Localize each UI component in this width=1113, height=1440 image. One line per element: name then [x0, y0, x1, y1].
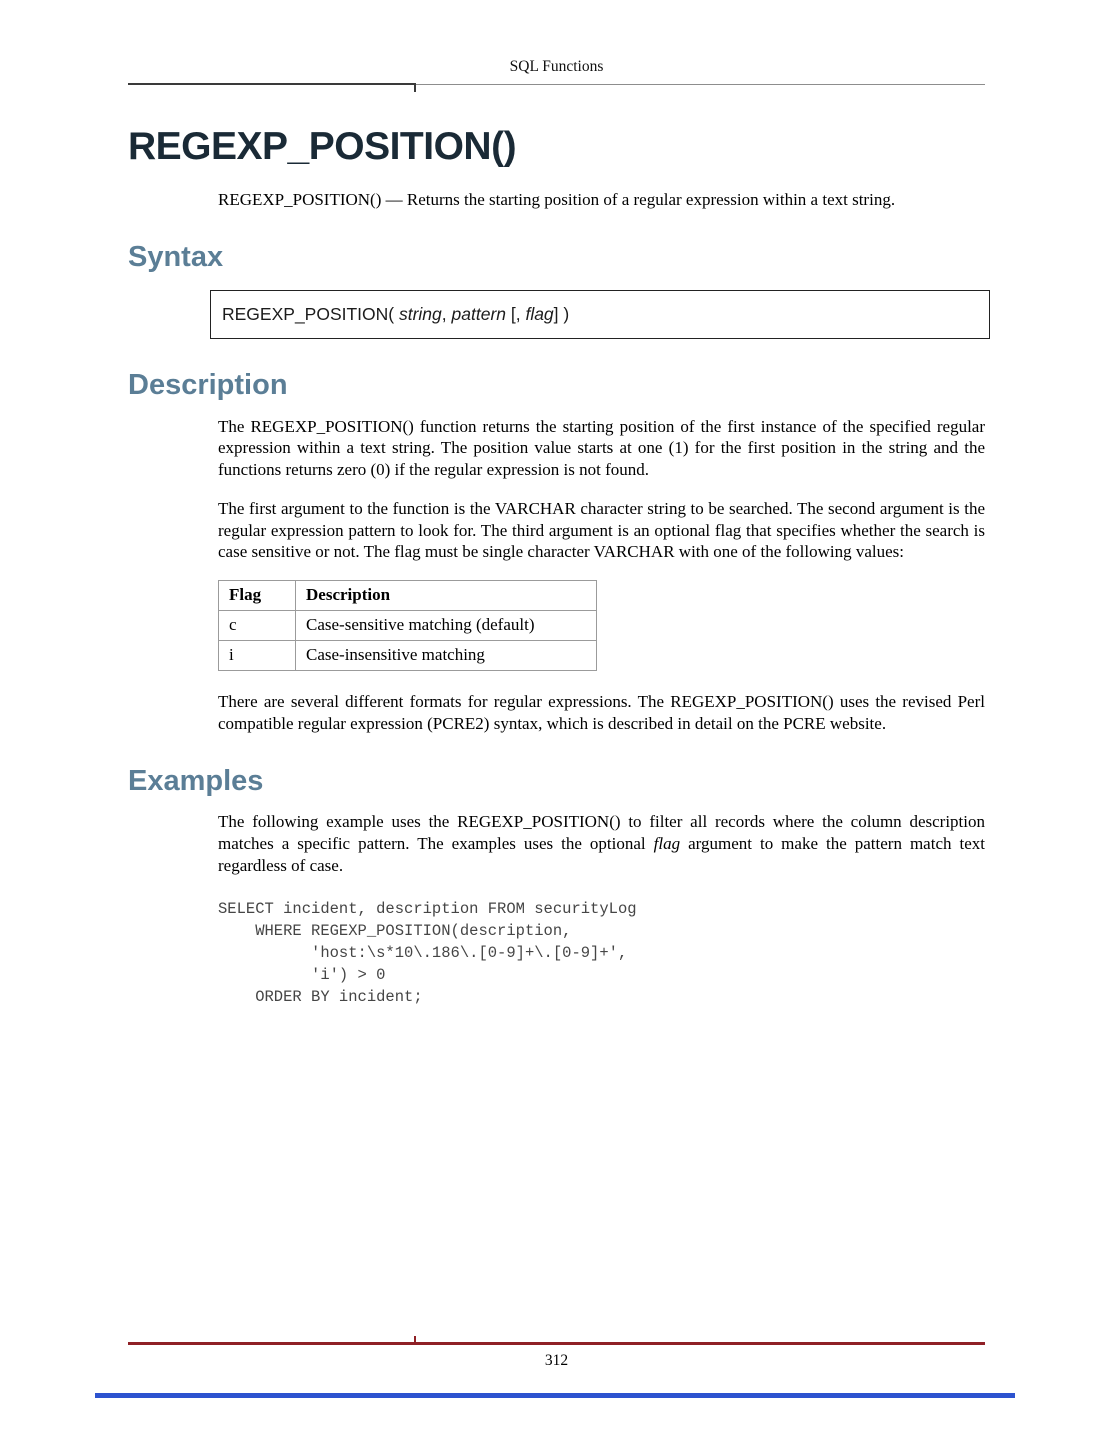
syntax-param-flag: flag: [525, 304, 554, 325]
page-number: 312: [544, 1352, 569, 1369]
syntax-param-string: string: [398, 304, 442, 325]
footer-rule-tick: [414, 1336, 416, 1345]
examples-text: The following example uses the REGEXP_POSITION() to filter all records where the column description matches a specific pattern. The examples uses the optional: [218, 812, 985, 853]
flag-table-header-description: Description: [296, 581, 597, 611]
description-cell: Case-insensitive matching: [296, 641, 597, 671]
syntax-box: [210, 290, 990, 339]
page-title: REGEXP_POSITION(): [128, 125, 517, 168]
syntax-param-pattern: pattern: [451, 304, 506, 325]
examples-text: argument to make the pattern match text regardless of case.: [218, 833, 985, 875]
syntax-text: [,: [506, 304, 526, 325]
examples-flag-emphasis: flag: [653, 833, 681, 853]
section-heading-description: Description: [128, 369, 288, 402]
flag-table: [218, 580, 597, 671]
header-rule: [128, 83, 985, 92]
code-line: 'i') > 0: [218, 966, 386, 985]
section-heading-examples: Examples: [128, 764, 264, 797]
page-footer: [128, 1342, 985, 1370]
code-line: SELECT incident, description FROM securityLog: [218, 900, 637, 919]
header-rule-left-segment: [128, 83, 414, 85]
flag-cell: c: [219, 611, 296, 641]
intro-paragraph: REGEXP_POSITION() — Returns the starting position of a regular expression within a text string.: [218, 189, 896, 209]
examples-paragraph: [218, 811, 985, 876]
code-line: 'host:\s*10\.186\.[0-9]+\.[0-9]+',: [218, 944, 628, 963]
syntax-text: ,: [441, 304, 452, 325]
code-line: ORDER BY incident;: [218, 988, 423, 1007]
flag-table-header-flag: Flag: [219, 581, 296, 611]
bottom-page-edge-rule: [95, 1393, 1015, 1398]
sql-code-block: [218, 898, 985, 1008]
table-row: [219, 641, 597, 671]
code-line: WHERE REGEXP_POSITION(description,: [218, 922, 572, 941]
description-paragraph-2: The first argument to the function is the VARCHAR character string to be searched. The second argument is the regular expression pattern to look for. The third argument is an optional flag that specifies whether the search is case sensitive or not. The flag must be single character VARCHAR with one of the following values:: [218, 498, 985, 562]
table-row: [219, 611, 597, 641]
footer-rule: [128, 1342, 985, 1345]
description-paragraph-3: There are several different formats for regular expressions. The REGEXP_POSITION() uses the revised Perl compatible regular expression (PCRE2) syntax, which is described in detail on the PCRE website.: [218, 692, 985, 733]
section-heading-syntax: Syntax: [128, 240, 224, 273]
running-header: SQL Functions: [509, 58, 604, 75]
header-rule-right-segment: [416, 84, 985, 85]
syntax-text: ] ): [553, 304, 570, 325]
description-paragraph-1: The REGEXP_POSITION() function returns the starting position of the first instance of the specified regular expression within a text string. The position value starts at one (1) for the first position in the string and the functions returns zero (0) if the regular expression is not found.: [218, 416, 985, 480]
description-cell: Case-sensitive matching (default): [296, 611, 597, 641]
flag-table-header-row: [219, 581, 597, 611]
syntax-text: REGEXP_POSITION(: [222, 304, 399, 325]
flag-cell: i: [219, 641, 296, 671]
